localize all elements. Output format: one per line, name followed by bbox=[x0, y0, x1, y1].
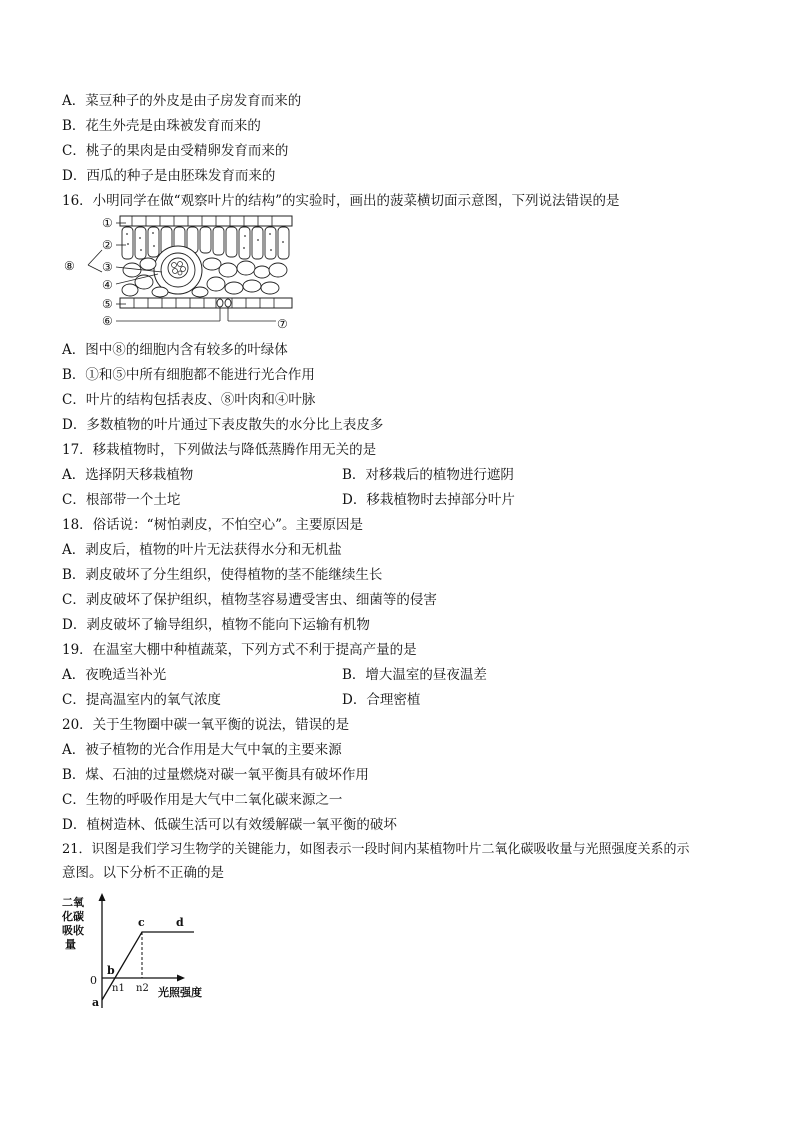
q16-option-d: D．多数植物的叶片通过下表皮散失的水分比上表皮多 bbox=[62, 417, 384, 433]
fig-label-1: ① bbox=[102, 216, 113, 230]
fig-label-8: ⑧ bbox=[64, 259, 75, 273]
q19-option-d: D．合理密植 bbox=[342, 692, 421, 708]
co2-light-graph-svg bbox=[62, 890, 222, 1020]
q21-stem-line2: 意图。以下分析不正确的是 bbox=[62, 865, 224, 881]
q18-option-b: B．剥皮破坏了分生组织，使得植物的茎不能继续生长 bbox=[62, 567, 383, 583]
leaf-cross-section-figure bbox=[62, 212, 302, 336]
q16-option-b: B．①和⑤中所有细胞都不能进行光合作用 bbox=[62, 367, 315, 383]
graph-point-c: c bbox=[138, 916, 145, 929]
graph-ylabel-line2: 化碳 bbox=[62, 910, 84, 923]
q20-option-d: D．植树造林、低碳生活可以有效缓解碳一氧平衡的破坏 bbox=[62, 817, 397, 833]
fig-label-6: ⑥ bbox=[102, 314, 113, 328]
q18-option-c: C．剥皮破坏了保护组织，植物茎容易遭受害虫、细菌等的侵害 bbox=[62, 592, 437, 608]
q19-option-a: A．夜晚适当补光 bbox=[62, 667, 167, 683]
fig-label-3: ③ bbox=[102, 260, 113, 274]
graph-origin: 0 bbox=[90, 974, 97, 987]
q17-stem: 17．移栽植物时，下列做法与降低蒸腾作用无关的是 bbox=[62, 442, 377, 458]
fig-label-5: ⑤ bbox=[102, 297, 113, 311]
q16-stem: 16．小明同学在做“观察叶片的结构”的实验时，画出的菠菜横切面示意图，下列说法错误的是 bbox=[62, 193, 620, 209]
graph-point-a: a bbox=[92, 996, 100, 1009]
q15-option-d: D．西瓜的种子是由胚珠发育而来的 bbox=[62, 168, 276, 184]
fig-label-4: ④ bbox=[102, 278, 113, 292]
graph-ylabel-line4: 量 bbox=[65, 938, 76, 951]
q18-stem: 18．俗话说：“树怕剥皮，不怕空心”。主要原因是 bbox=[62, 517, 363, 533]
q19-stem: 19．在温室大棚中种植蔬菜，下列方式不利于提高产量的是 bbox=[62, 642, 417, 658]
y-axis-arrow-icon bbox=[99, 893, 106, 901]
graph-point-b: b bbox=[107, 964, 115, 977]
fig-label-7: ⑦ bbox=[277, 317, 288, 331]
leaf-cross-section-svg bbox=[62, 212, 302, 336]
q15-option-c: C．桃子的果肉是由受精卵发育而来的 bbox=[62, 143, 289, 159]
q20-option-c: C．生物的呼吸作用是大气中二氧化碳来源之一 bbox=[62, 792, 343, 808]
co2-light-graph bbox=[62, 890, 222, 1020]
q17-option-c: C．根部带一个土坨 bbox=[62, 492, 181, 508]
q17-option-d: D．移栽植物时去掉部分叶片 bbox=[342, 492, 515, 508]
q19-option-b: B．增大温室的昼夜温差 bbox=[342, 667, 487, 683]
graph-ylabel-line1: 二氧 bbox=[62, 896, 84, 909]
graph-ylabel-line3: 吸收 bbox=[62, 924, 84, 937]
fig-label-2: ② bbox=[102, 238, 113, 252]
q17-option-a: A．选择阴天移栽植物 bbox=[62, 467, 194, 483]
q17-option-b: B．对移栽后的植物进行遮阴 bbox=[342, 467, 514, 483]
q15-option-a: A．菜豆种子的外皮是由子房发育而来的 bbox=[62, 93, 302, 109]
q16-option-c: C．叶片的结构包括表皮、⑧叶肉和④叶脉 bbox=[62, 392, 316, 408]
q18-option-d: D．剥皮破坏了输导组织，植物不能向下运输有机物 bbox=[62, 617, 370, 633]
q20-option-a: A．被子植物的光合作用是大气中氧的主要来源 bbox=[62, 742, 342, 758]
q19-option-c: C．提高温室内的氧气浓度 bbox=[62, 692, 221, 708]
q16-option-a: A．图中⑧的细胞内含有较多的叶绿体 bbox=[62, 342, 288, 358]
graph-tick-n2: n2 bbox=[136, 983, 149, 994]
q20-stem: 20．关于生物圈中碳一氧平衡的说法，错误的是 bbox=[62, 717, 350, 733]
graph-tick-n1: n1 bbox=[112, 983, 125, 994]
q18-option-a: A．剥皮后，植物的叶片无法获得水分和无机盐 bbox=[62, 542, 342, 558]
q15-option-b: B．花生外壳是由珠被发育而来的 bbox=[62, 118, 261, 134]
x-axis-arrow-icon bbox=[177, 975, 185, 982]
q20-option-b: B．煤、石油的过量燃烧对碳一氧平衡具有破坏作用 bbox=[62, 767, 369, 783]
graph-point-d: d bbox=[176, 916, 184, 929]
q21-stem-line1: 21．识图是我们学习生物学的关键能力，如图表示一段时间内某植物叶片二氧化碳吸收量与光照强度关系的示 bbox=[62, 842, 690, 857]
graph-xlabel: 光照强度 bbox=[158, 986, 202, 999]
